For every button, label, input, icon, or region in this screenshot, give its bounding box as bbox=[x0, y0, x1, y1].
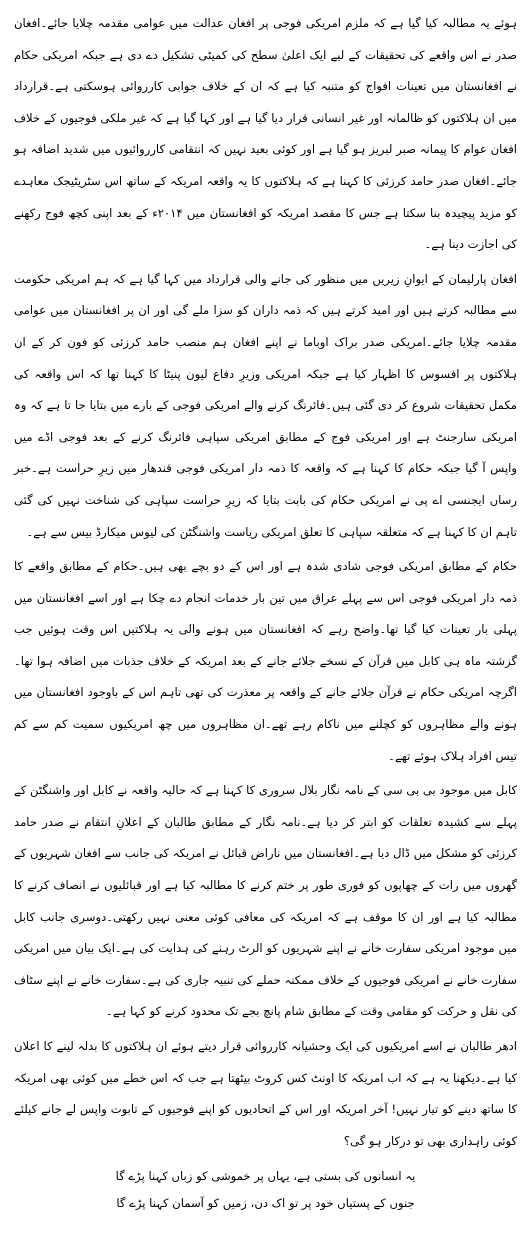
article-paragraph-2: افغان پارلیمان کے ایوانِ زیریں میں منظور کی جانے والی قرارداد میں کہا گیا ہے کہ ہم امریکی حکومت سے مطالبہ کرتے ہیں اور امید کرتے ہیں کہ ذمہ داران کو سزا ملے گی اور ان پر افغانستان میں عوامی مقدمہ چلایا جائے۔امریکی صدر براک اوباما نے اپنے افغان ہم منصب حامد کرزئی کو فون کر کے ان ہلاکتوں پر افسوس کا اظہار کیا ہے جبکہ امریکی وزیرِ دفاع لیون پنیٹا کا کہنا تھا کہ اس واقعہ کی مکمل تحقیقات شروع کر دی گئی ہیں۔فائرنگ کرنے والے امریکی فوجی کے بارے میں بتایا جا تا ہے کہ وہ امریکی سارجنٹ ہے اور امریکی فوج کے مطابق امریکی سپاہی فائرنگ کرنے کے بعد فوجی اڈے میں واپس آ گیا جبکہ حکام کا کہنا ہے کہ واقعہ کا ذمہ دار امریکی فوجی قندھار میں زیرِ حراست ہے۔خبر رساں ایجنسی اے پی نے امریکی حکام کی بابت بتایا کہ زیرِ حراست سپاہی کی شناخت نہیں کی گئی تاہم ان کا کہنا ہے کہ متعلقہ سپاہی کا تعلق امریکی ریاست واشنگٹن کی لیوس میکارڈ بیس سے ہے۔ bbox=[14, 271, 517, 539]
article-paragraph-4: کابل میں موجود بی بی سی کے نامہ نگار بلال سروری کا کہنا ہے کہ حالیہ واقعہ نے کابل اور واشنگٹن کے پہلے سے کشیدہ تعلقات کو ابتر کر دیا ہے۔نامہ نگار کے مطابق طالبان کے اعلانِ انتقام نے صدر حامد کرزئی کو مشکل میں ڈال دیا ہے۔افغانستان میں ناراض قبائل نے امریکہ کی جانب سے افغان شہریوں کے گھروں میں رات کے چھاپوں کو فوری طور پر ختم کرنے کا مطالبہ کیا ہے اور قبائلیوں نے انصاف کرنے کا مطالبہ کیا ہے اور ان کا موقف ہے کہ امریکہ کی معافی کوئی معنی نہیں رکھتی۔دوسری جانب کابل میں موجود امریکی سفارت خانے نے اپنے شہریوں کو الرٹ رہنے کی ہدایت کی ہے۔ایک بیان میں امریکی سفارت خانے نے امریکی فوجیوں کے خلاف ممکنہ حملے کی تنبیہ جاری کی ہے۔سفارت خانے نے اپنے سٹاف کی نقل و حرکت کو مقامی وقت کے مطابق شام پانچ بجے تک محدود کرنے کو کہا ہے۔ bbox=[14, 783, 517, 1019]
article-paragraph-5: ادھر طالبان نے اسے امریکیوں کی ایک وحشیانہ کارروائی قرار دیتے ہوئے ان ہلاکتوں کا بدلہ لینے کا اعلان کیا ہے۔دیکھنا یہ ہے کہ اب امریکہ کا اونٹ کس کروٹ بیٹھتا ہے جب کہ اس خطے میں کوئی بھی امریکہ کا ساتھ دینے کو تیار نہیں! آخر امریکہ اور اس کے اتحادیوں کو اپنے فوجیوں کے تابوت واپس لے جانے کیلئے کوئی راہداری بھی تو درکار ہو گی؟ bbox=[14, 1039, 517, 1148]
article-paragraph-1: ہوئے یہ مطالبہ کیا گیا ہے کہ ملزم امریکی فوجی پر افغان عدالت میں عوامی مقدمہ چلایا جائے۔افغان صدر نے اس واقعے کی تحقیقات کے لیے ایک اعلیٰ سطح کی کمیٹی تشکیل دے دی ہے جبکہ امریکی حکام نے افغانستان میں تعینات افواج کو متنبہ کیا ہے کہ ان کے خلاف جوابی کارروائی ہوسکتی ہے۔قرارداد میں ان ہلاکتوں کو ظالمانہ اور غیر انسانی قرار دیا گیا ہے اور کہا گیا ہے کہ غیر ملکی فوجیوں کے خلاف افغان عوام کا پیمانہ صبر لبریز ہو گیا ہے اور کوئی بعید نہیں کہ انتقامی کارروائیوں میں شدید اضافہ ہو جائے۔افغان صدر حامد کرزئی کا کہنا ہے کہ ہلاکتوں کا یہ واقعہ امریکہ کے ساتھ اس سٹریٹیجک معاہدے کو مزید پیچیدہ بنا سکتا ہے جس کا مقصد امریکہ کو افغانستان میں ۲۰۱۴ء کے بعد اپنی کچھ فوج رکھنے کی اجازت دینا ہے۔ bbox=[14, 16, 517, 252]
poem-line-2: جنوں کے پستیاں خود پر تو اک دن، زمیں کو آسمان کہنا پڑے گا bbox=[116, 1196, 415, 1211]
closing-poem bbox=[14, 1163, 517, 1217]
poem-line-1: یہ انسانوں کی بستی ہے، یہاں پر خموشی کو زباں کہنا پڑے گا bbox=[115, 1169, 416, 1184]
article-paragraph-3: حکام کے مطابق امریکی فوجی شادی شدہ ہے اور اس کے دو بچے بھی ہیں۔حکام کے مطابق واقعے کا ذمہ دار امریکی فوجی اس سے پہلے عراق میں تین بار خدمات انجام دے چکا ہے اور اسے افغانستان میں پہلی بار تعینات کیا گیا تھا۔واضح رہے کہ افغانستان میں ہونے والی یہ ہلاکتیں اس وقت ہوئیں جب گزشتہ ماہ ہی کابل میں قرآن کے نسخے جلائے جانے کے بعد امریکہ کے خلاف جذبات میں اضافہ ہوا تھا۔اگرچہ امریکی حکام نے قرآن جلائے جانے کے واقعہ پر معذرت کی تھی تاہم اس کے باوجود افغانستان میں ہونے والے مظاہروں کو کچلنے میں ناکام رہے تھے۔ان مظاہروں میں چھ امریکیوں سمیت کم سے کم تیس افراد ہلاک ہوئے تھے۔ bbox=[14, 559, 517, 763]
